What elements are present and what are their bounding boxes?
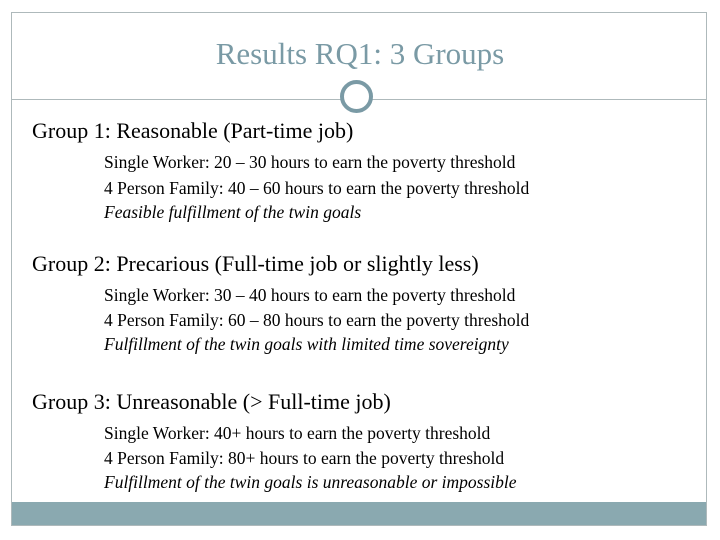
group-2-heading: Group 2: Precarious (Full-time job or slightly less) xyxy=(32,251,479,276)
group-3-line-summary: Fulfillment of the twin goals is unreasonable or impossible xyxy=(104,472,517,492)
group-2-line-summary: Fulfillment of the twin goals with limited time sovereignty xyxy=(104,334,509,354)
divider-circle-ornament xyxy=(340,80,373,113)
group-2-line-family: 4 Person Family: 60 – 80 hours to earn the poverty threshold xyxy=(104,310,530,330)
group-3-line-single-worker: Single Worker: 40+ hours to earn the poverty threshold xyxy=(104,423,491,443)
group-1-line-summary: Feasible fulfillment of the twin goals xyxy=(104,202,362,222)
group-1-line-single-worker: Single Worker: 20 – 30 hours to earn the poverty threshold xyxy=(104,152,516,172)
group-1-heading: Group 1: Reasonable (Part-time job) xyxy=(32,118,354,143)
slide-title: Results RQ1: 3 Groups xyxy=(215,36,505,71)
group-2-line-single-worker: Single Worker: 30 – 40 hours to earn the poverty threshold xyxy=(104,285,516,305)
footer-bar xyxy=(12,502,706,525)
group-1-line-family: 4 Person Family: 40 – 60 hours to earn the poverty threshold xyxy=(104,178,530,198)
group-3-heading: Group 3: Unreasonable (> Full-time job) xyxy=(32,389,391,414)
group-3-line-family: 4 Person Family: 80+ hours to earn the poverty threshold xyxy=(104,448,505,468)
